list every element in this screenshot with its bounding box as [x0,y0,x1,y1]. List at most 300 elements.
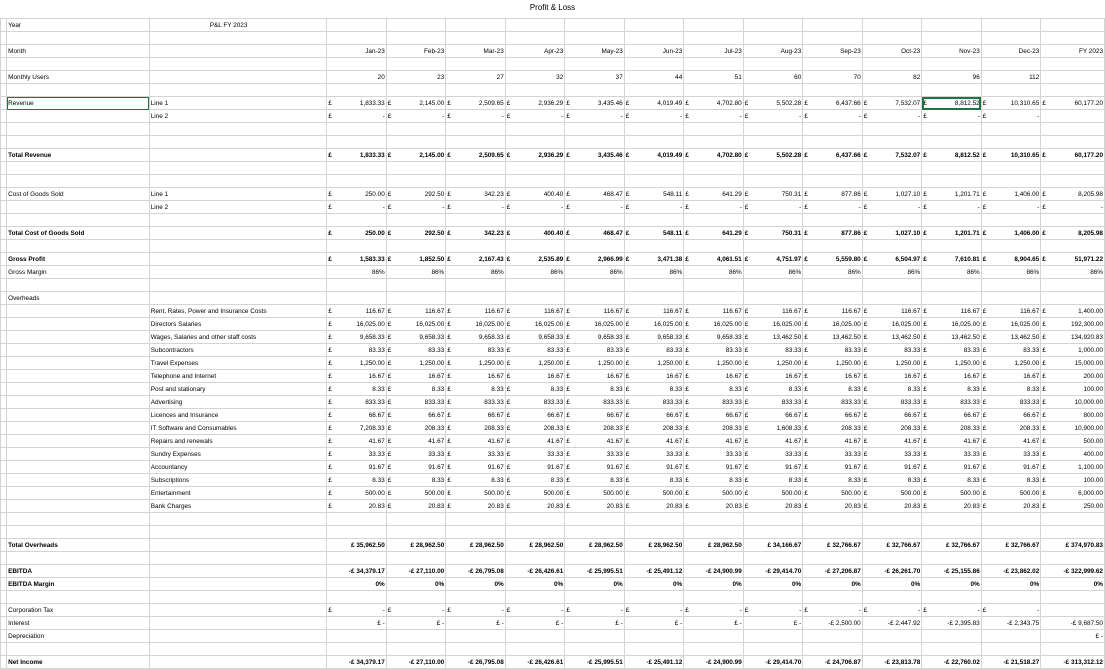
total_revenue-value-cell[interactable] [922,149,982,162]
overhead-value-cell[interactable] [327,461,387,474]
empty-cell[interactable] [565,240,625,253]
empty-cell[interactable] [862,136,922,149]
overhead-value-cell[interactable] [624,461,684,474]
row-label[interactable]: Overheads [7,292,150,305]
revenue-value-cell[interactable] [922,97,982,110]
empty-cell[interactable] [981,240,1041,253]
empty-cell[interactable] [505,552,565,565]
overhead-value-cell[interactable] [922,344,982,357]
overhead-value-cell[interactable] [386,305,446,318]
empty-cell[interactable] [565,58,625,71]
month-header[interactable]: Aug-23 [743,45,803,58]
gross_margin-value-cell[interactable]: 86% [862,266,922,279]
net_income-value-cell[interactable]: -£ 22,760.02 [922,656,982,669]
row-label[interactable] [7,305,150,318]
overhead-value-cell[interactable] [743,357,803,370]
empty-cell[interactable] [386,214,446,227]
overhead-value-cell[interactable] [862,370,922,383]
empty-cell[interactable] [803,526,863,539]
row-sublabel[interactable]: Licences and Insurance [149,409,327,422]
empty-cell[interactable] [327,175,387,188]
corporation_tax-value-cell[interactable] [922,604,982,617]
empty-cell[interactable] [149,552,327,565]
overhead-value-cell[interactable] [1041,487,1105,500]
empty-cell[interactable] [7,240,150,253]
empty-cell[interactable] [505,58,565,71]
overhead-value-cell[interactable] [505,344,565,357]
cogs-value-cell[interactable] [1041,188,1105,201]
gross_margin-value-cell[interactable]: 86% [505,266,565,279]
month-header[interactable]: Apr-23 [505,45,565,58]
users-cell[interactable]: 51 [684,71,744,84]
empty-cell[interactable] [684,552,744,565]
empty-cell[interactable] [862,292,922,305]
depreciation-value-cell[interactable] [565,630,625,643]
overhead-value-cell[interactable] [981,305,1041,318]
empty-cell[interactable] [1041,19,1105,32]
row-label[interactable] [7,201,150,214]
empty-cell[interactable] [624,591,684,604]
empty-cell[interactable] [684,162,744,175]
interest-value-cell[interactable]: £ - [624,617,684,630]
row-sublabel[interactable] [149,292,327,305]
interest-value-cell[interactable]: £ - [743,617,803,630]
overhead-value-cell[interactable] [981,318,1041,331]
empty-cell[interactable] [684,591,744,604]
ebitda_margin-value-cell[interactable]: 0% [565,578,625,591]
empty-cell[interactable] [862,214,922,227]
overhead-value-cell[interactable] [565,461,625,474]
overhead-value-cell[interactable] [565,448,625,461]
cogs-value-cell[interactable] [624,188,684,201]
empty-cell[interactable] [446,526,506,539]
month-header[interactable]: FY 2023 [1041,45,1105,58]
total_cogs-value-cell[interactable] [922,227,982,240]
empty-cell[interactable] [149,591,327,604]
month-header[interactable]: Oct-23 [862,45,922,58]
empty-cell[interactable] [327,591,387,604]
cogs-value-cell[interactable] [981,188,1041,201]
revenue-value-cell[interactable] [327,97,387,110]
empty-cell[interactable] [446,19,506,32]
total_cogs-value-cell[interactable] [684,227,744,240]
empty-cell[interactable] [386,240,446,253]
revenue-value-cell[interactable] [922,110,982,123]
overhead-value-cell[interactable] [922,448,982,461]
overhead-value-cell[interactable] [386,500,446,513]
overhead-value-cell[interactable] [505,305,565,318]
overhead-value-cell[interactable] [327,474,387,487]
gross_profit-value-cell[interactable] [803,253,863,266]
overhead-value-cell[interactable] [922,383,982,396]
overhead-value-cell[interactable] [803,383,863,396]
total_revenue-value-cell[interactable] [1041,149,1105,162]
overhead-value-cell[interactable] [565,435,625,448]
revenue-value-cell[interactable] [624,110,684,123]
empty-cell[interactable] [327,162,387,175]
ebitda-value-cell[interactable]: -£ 27,206.87 [803,565,863,578]
row-label[interactable]: Revenue [7,97,150,110]
gross_margin-value-cell[interactable]: 86% [624,266,684,279]
empty-cell[interactable] [743,32,803,45]
empty-cell[interactable] [922,526,982,539]
overhead-value-cell[interactable] [505,461,565,474]
ebitda_margin-value-cell[interactable]: 0% [327,578,387,591]
empty-cell[interactable] [862,526,922,539]
empty-cell[interactable] [565,513,625,526]
empty-cell[interactable] [862,591,922,604]
gross_profit-value-cell[interactable] [327,253,387,266]
overhead-value-cell[interactable] [922,357,982,370]
overhead-value-cell[interactable] [981,474,1041,487]
empty-cell[interactable] [684,292,744,305]
total_overheads-value-cell[interactable]: £ 28,962.50 [624,539,684,552]
overhead-value-cell[interactable] [1041,409,1105,422]
empty-cell[interactable] [565,123,625,136]
cogs-value-cell[interactable] [981,201,1041,214]
empty-cell[interactable] [1041,84,1105,97]
empty-cell[interactable] [743,214,803,227]
revenue-value-cell[interactable] [327,110,387,123]
overhead-value-cell[interactable] [743,370,803,383]
revenue-value-cell[interactable] [624,97,684,110]
empty-cell[interactable] [149,513,327,526]
overhead-value-cell[interactable] [684,370,744,383]
overhead-value-cell[interactable] [684,487,744,500]
total_overheads-value-cell[interactable]: £ 32,766.67 [981,539,1041,552]
overhead-value-cell[interactable] [1041,331,1105,344]
total_cogs-value-cell[interactable] [446,227,506,240]
empty-cell[interactable] [386,123,446,136]
row-label[interactable] [7,318,150,331]
overhead-value-cell[interactable] [981,331,1041,344]
net_income-value-cell[interactable]: -£ 23,813.78 [862,656,922,669]
row-label[interactable] [7,474,150,487]
ebitda_margin-value-cell[interactable]: 0% [386,578,446,591]
empty-cell[interactable] [7,591,150,604]
revenue-value-cell[interactable] [981,110,1041,123]
empty-cell[interactable] [803,240,863,253]
cogs-value-cell[interactable] [565,201,625,214]
overhead-value-cell[interactable] [862,422,922,435]
corporation_tax-value-cell[interactable] [803,604,863,617]
revenue-value-cell[interactable] [1041,110,1105,123]
revenue-value-cell[interactable] [862,110,922,123]
overhead-value-cell[interactable] [327,344,387,357]
users-cell[interactable]: 20 [327,71,387,84]
gross_margin-value-cell[interactable]: 86% [981,266,1041,279]
total_cogs-value-cell[interactable] [803,227,863,240]
row-sublabel[interactable]: Directors Salaries [149,318,327,331]
empty-cell[interactable] [505,19,565,32]
gross_margin-value-cell[interactable]: 86% [684,266,744,279]
empty-cell[interactable] [684,175,744,188]
overhead-value-cell[interactable] [743,409,803,422]
overhead-value-cell[interactable] [624,344,684,357]
empty-cell[interactable] [743,526,803,539]
empty-cell[interactable] [505,643,565,656]
empty-cell[interactable] [327,214,387,227]
row-sublabel[interactable] [149,45,327,58]
overhead-value-cell[interactable] [684,331,744,344]
overhead-value-cell[interactable] [505,500,565,513]
empty-cell[interactable] [505,175,565,188]
empty-cell[interactable] [1041,643,1105,656]
empty-cell[interactable] [862,279,922,292]
cogs-value-cell[interactable] [446,188,506,201]
empty-cell[interactable] [743,58,803,71]
overhead-value-cell[interactable] [624,318,684,331]
cogs-value-cell[interactable] [1041,201,1105,214]
empty-cell[interactable] [1041,279,1105,292]
corporation_tax-value-cell[interactable] [327,604,387,617]
revenue-value-cell[interactable] [684,110,744,123]
row-sublabel[interactable] [149,656,327,669]
cogs-value-cell[interactable] [505,188,565,201]
interest-value-cell[interactable]: -£ 2,343.75 [981,617,1041,630]
depreciation-value-cell[interactable] [803,630,863,643]
net_income-value-cell[interactable]: -£ 25,995.51 [565,656,625,669]
empty-cell[interactable] [565,32,625,45]
revenue-value-cell[interactable] [803,110,863,123]
empty-cell[interactable] [327,32,387,45]
cogs-value-cell[interactable] [505,201,565,214]
overhead-value-cell[interactable] [743,435,803,448]
ebitda-value-cell[interactable]: -£ 25,491.12 [624,565,684,578]
depreciation-value-cell[interactable] [981,630,1041,643]
cogs-value-cell[interactable] [862,201,922,214]
overhead-value-cell[interactable] [803,396,863,409]
total_cogs-value-cell[interactable] [981,227,1041,240]
row-sublabel[interactable]: Line 2 [149,110,327,123]
cogs-value-cell[interactable] [803,188,863,201]
total_cogs-value-cell[interactable] [327,227,387,240]
overhead-value-cell[interactable] [803,344,863,357]
empty-cell[interactable] [7,58,150,71]
empty-cell[interactable] [7,526,150,539]
empty-cell[interactable] [684,19,744,32]
empty-cell[interactable] [505,123,565,136]
overhead-value-cell[interactable] [743,487,803,500]
empty-cell[interactable] [446,240,506,253]
total_overheads-value-cell[interactable]: £ 28,962.50 [565,539,625,552]
overhead-value-cell[interactable] [1041,448,1105,461]
gross_margin-value-cell[interactable]: 86% [446,266,506,279]
total_revenue-value-cell[interactable] [862,149,922,162]
empty-cell[interactable] [862,175,922,188]
empty-cell[interactable] [684,58,744,71]
overhead-value-cell[interactable] [565,370,625,383]
overhead-value-cell[interactable] [624,370,684,383]
total_overheads-value-cell[interactable]: £ 28,962.50 [386,539,446,552]
overhead-value-cell[interactable] [684,396,744,409]
month-header[interactable]: Feb-23 [386,45,446,58]
empty-cell[interactable] [386,84,446,97]
overhead-value-cell[interactable] [803,357,863,370]
depreciation-value-cell[interactable] [624,630,684,643]
overhead-value-cell[interactable] [386,344,446,357]
total_revenue-value-cell[interactable] [327,149,387,162]
empty-cell[interactable] [505,32,565,45]
revenue-value-cell[interactable] [1041,97,1105,110]
row-label[interactable] [7,435,150,448]
overhead-value-cell[interactable] [803,318,863,331]
empty-cell[interactable] [743,162,803,175]
overhead-value-cell[interactable] [981,435,1041,448]
row-sublabel[interactable]: Travel Expenses [149,357,327,370]
row-label[interactable]: Month [7,45,150,58]
empty-cell[interactable] [803,84,863,97]
net_income-value-cell[interactable]: -£ 313,312.12 [1041,656,1105,669]
empty-cell[interactable] [922,240,982,253]
ebitda_margin-value-cell[interactable]: 0% [446,578,506,591]
overhead-value-cell[interactable] [327,357,387,370]
overhead-value-cell[interactable] [862,396,922,409]
overhead-value-cell[interactable] [624,305,684,318]
overhead-value-cell[interactable] [862,409,922,422]
cogs-value-cell[interactable] [565,188,625,201]
empty-cell[interactable] [862,84,922,97]
overhead-value-cell[interactable] [327,318,387,331]
revenue-value-cell[interactable] [505,97,565,110]
empty-cell[interactable] [505,240,565,253]
gross_profit-value-cell[interactable] [565,253,625,266]
cogs-value-cell[interactable] [922,201,982,214]
overhead-value-cell[interactable] [1041,357,1105,370]
overhead-value-cell[interactable] [981,383,1041,396]
empty-cell[interactable] [7,279,150,292]
empty-cell[interactable] [386,643,446,656]
row-sublabel[interactable]: Bank Charges [149,500,327,513]
gross_profit-value-cell[interactable] [1041,253,1105,266]
empty-cell[interactable] [743,175,803,188]
row-sublabel[interactable] [149,578,327,591]
overhead-value-cell[interactable] [803,500,863,513]
overhead-value-cell[interactable] [327,409,387,422]
row-sublabel[interactable]: Accountancy [149,461,327,474]
overhead-value-cell[interactable] [386,383,446,396]
empty-cell[interactable] [981,162,1041,175]
row-sublabel[interactable] [149,227,327,240]
empty-cell[interactable] [981,123,1041,136]
corporation_tax-value-cell[interactable] [743,604,803,617]
empty-cell[interactable] [565,292,625,305]
cogs-value-cell[interactable] [386,201,446,214]
overhead-value-cell[interactable] [743,422,803,435]
empty-cell[interactable] [862,123,922,136]
empty-cell[interactable] [505,214,565,227]
empty-cell[interactable] [624,552,684,565]
overhead-value-cell[interactable] [327,500,387,513]
interest-value-cell[interactable]: £ - [446,617,506,630]
overhead-value-cell[interactable] [743,448,803,461]
overhead-value-cell[interactable] [862,448,922,461]
overhead-value-cell[interactable] [862,500,922,513]
overhead-value-cell[interactable] [862,461,922,474]
empty-cell[interactable] [624,19,684,32]
empty-cell[interactable] [505,591,565,604]
empty-cell[interactable] [327,279,387,292]
total_cogs-value-cell[interactable] [505,227,565,240]
overhead-value-cell[interactable] [981,370,1041,383]
overhead-value-cell[interactable] [446,331,506,344]
users-cell[interactable]: 82 [862,71,922,84]
gross_margin-value-cell[interactable]: 86% [1041,266,1105,279]
gross_profit-value-cell[interactable] [922,253,982,266]
empty-cell[interactable] [7,643,150,656]
gross_margin-value-cell[interactable]: 86% [565,266,625,279]
empty-cell[interactable] [803,19,863,32]
overhead-value-cell[interactable] [922,474,982,487]
gross_margin-value-cell[interactable]: 86% [922,266,982,279]
overhead-value-cell[interactable] [505,357,565,370]
row-sublabel[interactable] [149,565,327,578]
overhead-value-cell[interactable] [505,370,565,383]
empty-cell[interactable] [862,32,922,45]
empty-cell[interactable] [7,136,150,149]
overhead-value-cell[interactable] [446,357,506,370]
empty-cell[interactable] [803,162,863,175]
row-label[interactable]: Monthly Users [7,71,150,84]
overhead-value-cell[interactable] [624,331,684,344]
overhead-value-cell[interactable] [386,331,446,344]
empty-cell[interactable] [922,162,982,175]
empty-cell[interactable] [862,513,922,526]
empty-cell[interactable] [149,84,327,97]
overhead-value-cell[interactable] [565,383,625,396]
overhead-value-cell[interactable] [327,487,387,500]
overhead-value-cell[interactable] [684,448,744,461]
empty-cell[interactable] [505,279,565,292]
overhead-value-cell[interactable] [981,396,1041,409]
interest-value-cell[interactable]: -£ 2,500.00 [803,617,863,630]
users-cell[interactable]: 70 [803,71,863,84]
overhead-value-cell[interactable] [386,474,446,487]
empty-cell[interactable] [922,58,982,71]
net_income-value-cell[interactable]: -£ 29,414.70 [743,656,803,669]
net_income-value-cell[interactable]: -£ 26,795.08 [446,656,506,669]
empty-cell[interactable] [565,526,625,539]
revenue-value-cell[interactable] [386,97,446,110]
empty-cell[interactable] [446,214,506,227]
empty-cell[interactable] [446,292,506,305]
interest-value-cell[interactable]: £ - [327,617,387,630]
overhead-value-cell[interactable] [505,318,565,331]
empty-cell[interactable] [327,513,387,526]
empty-cell[interactable] [327,643,387,656]
empty-cell[interactable] [327,292,387,305]
row-sublabel[interactable] [149,71,327,84]
empty-cell[interactable] [149,162,327,175]
overhead-value-cell[interactable] [862,474,922,487]
overhead-value-cell[interactable] [981,357,1041,370]
row-sublabel[interactable] [149,149,327,162]
corporation_tax-value-cell[interactable] [684,604,744,617]
total_cogs-value-cell[interactable] [624,227,684,240]
net_income-value-cell[interactable]: -£ 34,379.17 [327,656,387,669]
empty-cell[interactable] [149,240,327,253]
users-cell[interactable]: 32 [505,71,565,84]
overhead-value-cell[interactable] [386,435,446,448]
empty-cell[interactable] [149,279,327,292]
corporation_tax-value-cell[interactable] [862,604,922,617]
empty-cell[interactable] [446,552,506,565]
overhead-value-cell[interactable] [505,422,565,435]
corporation_tax-value-cell[interactable] [1041,604,1105,617]
ebitda-value-cell[interactable]: -£ 322,999.62 [1041,565,1105,578]
empty-cell[interactable] [981,84,1041,97]
ebitda_margin-value-cell[interactable]: 0% [803,578,863,591]
